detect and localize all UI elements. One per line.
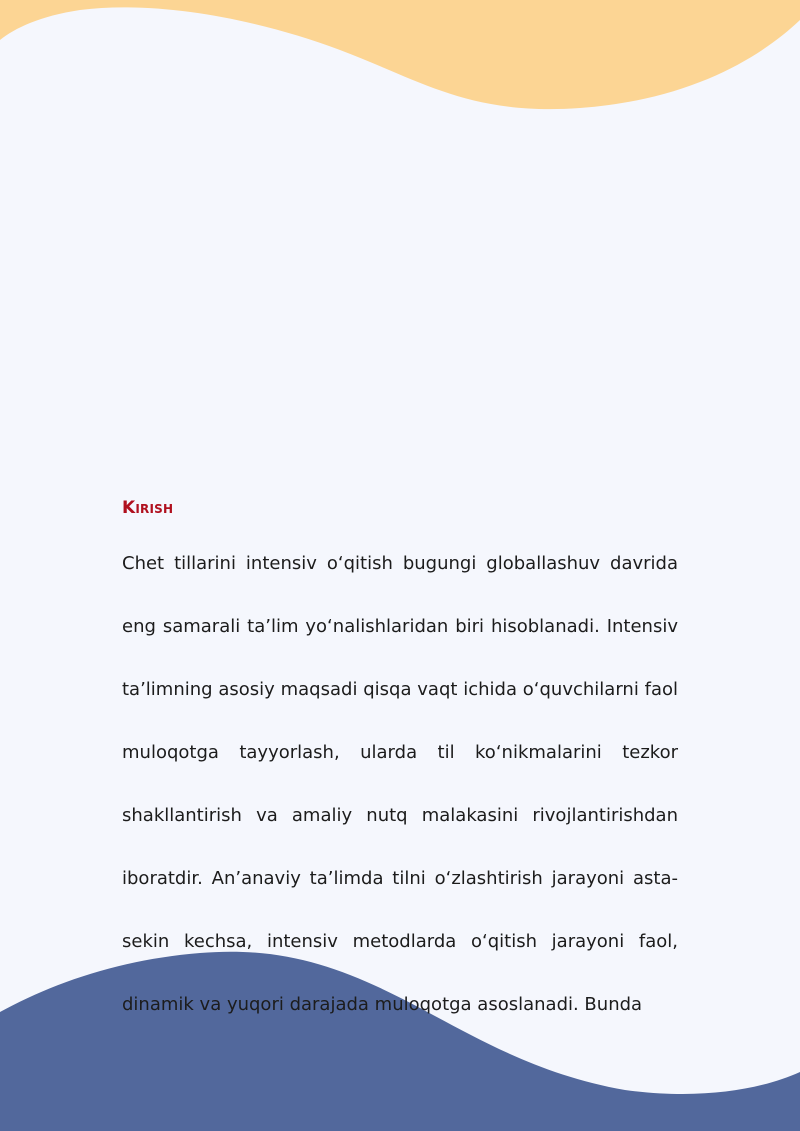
section-heading: Kirish bbox=[122, 498, 174, 518]
section-paragraph: Chet tillarini intensiv o‘qitish bugungi globallashuv davrida eng samarali ta’lim yo‘nalishlaridan biri hisoblanadi. Intensiv ta’limning asosiy maqsadi qisqa vaqt ichida o‘quvchilarni faol muloqotga tayyorlash, ularda til ko‘nikmalarini tezkor shakllantirish va amaliy nutq malakasini rivojlantirishdan iboratdir. An’anaviy ta’limda tilni o‘zlashtirish jarayoni asta-sekin kechsa, intensiv metodlarda o‘qitish jarayoni faol, dinamik va yuqori darajada muloqotga asoslanadi. Bunda bbox=[122, 553, 678, 1015]
document-section bbox=[122, 496, 678, 1036]
top-wave-shape bbox=[0, 0, 800, 109]
